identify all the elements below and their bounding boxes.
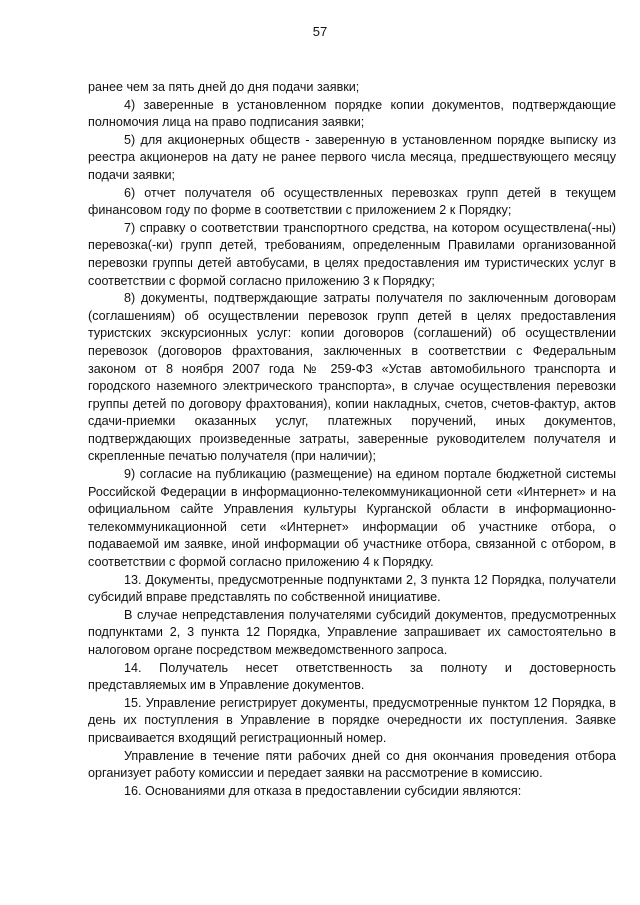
clause-14: 14. Получатель несет ответственность за полноту и достоверность представляемых им в Управление документов. [88, 660, 616, 693]
list-item-4: 4) заверенные в установленном порядке копии документов, подтверждающие полномочия лица на право подписания заявки; [88, 97, 616, 130]
list-item-6: 6) отчет получателя об осуществленных перевозках групп детей в текущем финансовом году по форме в соответствии с приложением 2 к Порядку; [88, 185, 616, 218]
list-item-9: 9) согласие на публикацию (размещение) на едином портале бюджетной системы Российской Федерации в информационно-телекоммуникационной сети «Интернет» и на официальном сайте Управления культуры Курганской области в информационно-телекоммуникационной сети «Интернет» информации об участнике отбора, о подаваемой им заявке, иной информации об участнике отбора, связанной с отбором, в соответствии с формой согласно приложению 4 к Порядку. [88, 467, 616, 570]
document-body [88, 79, 616, 800]
list-item-7: 7) справку о соответствии транспортного средства, на котором осуществлена(-ны) перевозка(-ки) групп детей, требованиям, определенным Правилами организованной перевозки группы детей автобусами, в целях предоставления им туристических услуг в соответствии с формой согласно приложению 3 к Порядку; [88, 220, 616, 288]
clause-13-note: В случае непредставления получателями субсидий документов, предусмотренных подпунктами 2, 3 пункта 12 Порядка, Управление запрашивает их самостоятельно в налоговом органе посредством межведомственного запроса. [88, 607, 616, 657]
clause-15: 15. Управление регистрирует документы, предусмотренные пунктом 12 Порядка, в день их поступления в Управление в порядке очередности их поступления. Заявке присваивается входящий регистрационный номер. [88, 695, 616, 745]
continuation-text: ранее чем за пять дней до дня подачи заявки; [88, 80, 360, 94]
list-item-8: 8) документы, подтверждающие затраты получателя по заключенным договорам (соглашениям) об осуществлении перевозок групп детей в целях предоставления туристских экскурсионных услуг: копии договоров (соглашений) об осуществлении перевозок (договоров фрахтования, заключенных в соответствии с Федеральным законом от 8 ноября 2007 года № 259-ФЗ «Устав автомобильного транспорта и городского наземного электрического транспорта», в случае осуществления перевозки группы детей по договору фрахтования), копии накладных, счетов, счетов-фактур, актов сдачи-приемки оказанных услуг, платежных поручений, иных документов, подтверждающих произведенные затраты, заверенные руководителем получателя и скрепленные печатью получателя (при наличии); [88, 291, 616, 464]
clause-15-note: Управление в течение пяти рабочих дней со дня окончания проведения отбора организует работу комиссии и передает заявки на рассмотрение в комиссию. [88, 748, 616, 781]
list-item-5: 5) для акционерных обществ - заверенную в установленном порядке выписку из реестра акционеров на дату не ранее первого числа месяца, предшествующего месяцу подачи заявки; [88, 132, 616, 182]
page-number: 57 [312, 24, 328, 39]
clause-13: 13. Документы, предусмотренные подпунктами 2, 3 пункта 12 Порядка, получатели субсидий вправе представлять по собственной инициативе. [88, 572, 616, 605]
clause-16: 16. Основаниями для отказа в предоставлении субсидии являются: [124, 783, 522, 798]
